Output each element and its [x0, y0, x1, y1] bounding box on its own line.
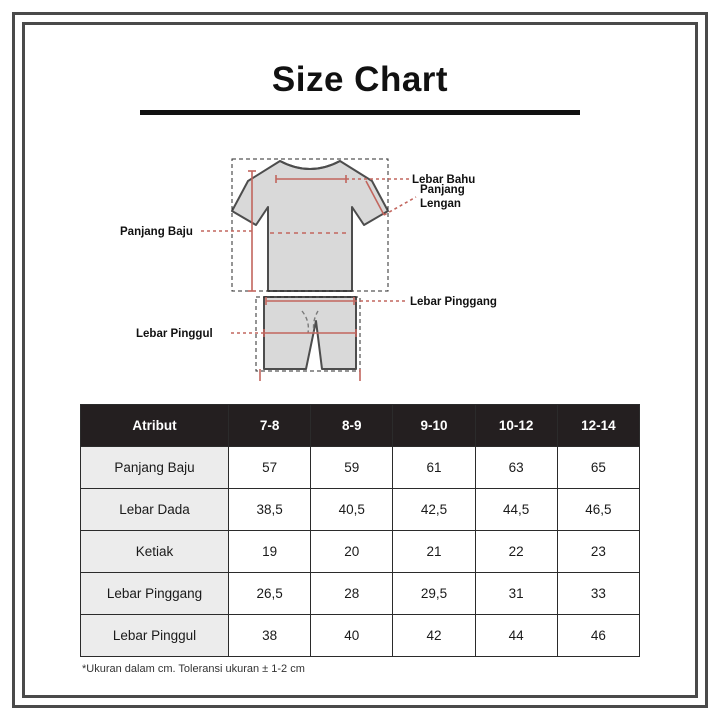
table-header [81, 405, 640, 447]
table-row [81, 489, 640, 531]
page-title: Size Chart [271, 60, 449, 99]
column-header-atribut: Atribut [81, 405, 229, 447]
row-label-lebar-pinggul: Lebar Pinggul [81, 615, 229, 657]
cell-ketiak-7-8: 19 [229, 531, 311, 573]
cell-lebar-pinggul-8-9: 40 [311, 615, 393, 657]
label-lebar-pinggang: Lebar Pinggang [410, 296, 497, 308]
cell-lebar-dada-8-9: 40,5 [311, 489, 393, 531]
column-header-size-12-14: 12-14 [557, 405, 639, 447]
garment-illustration [80, 119, 640, 404]
cell-panjang-baju-10-12: 63 [475, 447, 557, 489]
column-header-size-9-10: 9-10 [393, 405, 475, 447]
label-lebar-pinggul: Lebar Pinggul [136, 328, 213, 340]
column-header-size-7-8: 7-8 [229, 405, 311, 447]
cell-ketiak-9-10: 21 [393, 531, 475, 573]
table-row [81, 615, 640, 657]
title-divider [140, 110, 580, 115]
column-header-size-10-12: 10-12 [475, 405, 557, 447]
cell-panjang-baju-7-8: 57 [229, 447, 311, 489]
cell-panjang-baju-12-14: 65 [557, 447, 639, 489]
row-label-panjang-baju: Panjang Baju [81, 447, 229, 489]
label-lebar-bahu: Lebar Bahu [412, 174, 476, 186]
row-label-lebar-pinggang: Lebar Pinggang [81, 573, 229, 615]
tshirt-shape [232, 161, 388, 291]
table-body [81, 447, 640, 657]
table-row [81, 573, 640, 615]
size-table-wrap [80, 404, 640, 675]
cell-lebar-pinggul-12-14: 46 [557, 615, 639, 657]
page-content [40, 40, 680, 680]
table-row [81, 447, 640, 489]
cell-lebar-dada-10-12: 44,5 [475, 489, 557, 531]
cell-panjang-baju-9-10: 61 [393, 447, 475, 489]
label-panjang-lengan-line1: Panjang [420, 184, 465, 196]
cell-lebar-pinggul-10-12: 44 [475, 615, 557, 657]
unit-note: *Ukuran dalam cm. Toleransi ukuran ± 1-2 cm [82, 663, 305, 675]
cell-panjang-baju-8-9: 59 [311, 447, 393, 489]
cell-ketiak-8-9: 20 [311, 531, 393, 573]
row-label-ketiak: Ketiak [81, 531, 229, 573]
cell-ketiak-12-14: 23 [557, 531, 639, 573]
cell-lebar-dada-7-8: 38,5 [229, 489, 311, 531]
cell-ketiak-10-12: 22 [475, 531, 557, 573]
cell-lebar-pinggang-9-10: 29,5 [393, 573, 475, 615]
label-panjang-baju: Panjang Baju [120, 226, 193, 238]
cell-lebar-pinggang-10-12: 31 [475, 573, 557, 615]
table-row [81, 531, 640, 573]
cell-lebar-dada-9-10: 42,5 [393, 489, 475, 531]
column-header-size-8-9: 8-9 [311, 405, 393, 447]
cell-lebar-pinggul-7-8: 38 [229, 615, 311, 657]
cell-lebar-pinggang-12-14: 33 [557, 573, 639, 615]
cell-lebar-dada-12-14: 46,5 [557, 489, 639, 531]
row-label-lebar-dada: Lebar Dada [81, 489, 229, 531]
cell-lebar-pinggang-8-9: 28 [311, 573, 393, 615]
cell-lebar-pinggul-9-10: 42 [393, 615, 475, 657]
cell-lebar-pinggang-7-8: 26,5 [229, 573, 311, 615]
size-table [80, 404, 640, 657]
label-panjang-lengan-line2: Lengan [420, 198, 461, 210]
table-header-row [81, 405, 640, 447]
